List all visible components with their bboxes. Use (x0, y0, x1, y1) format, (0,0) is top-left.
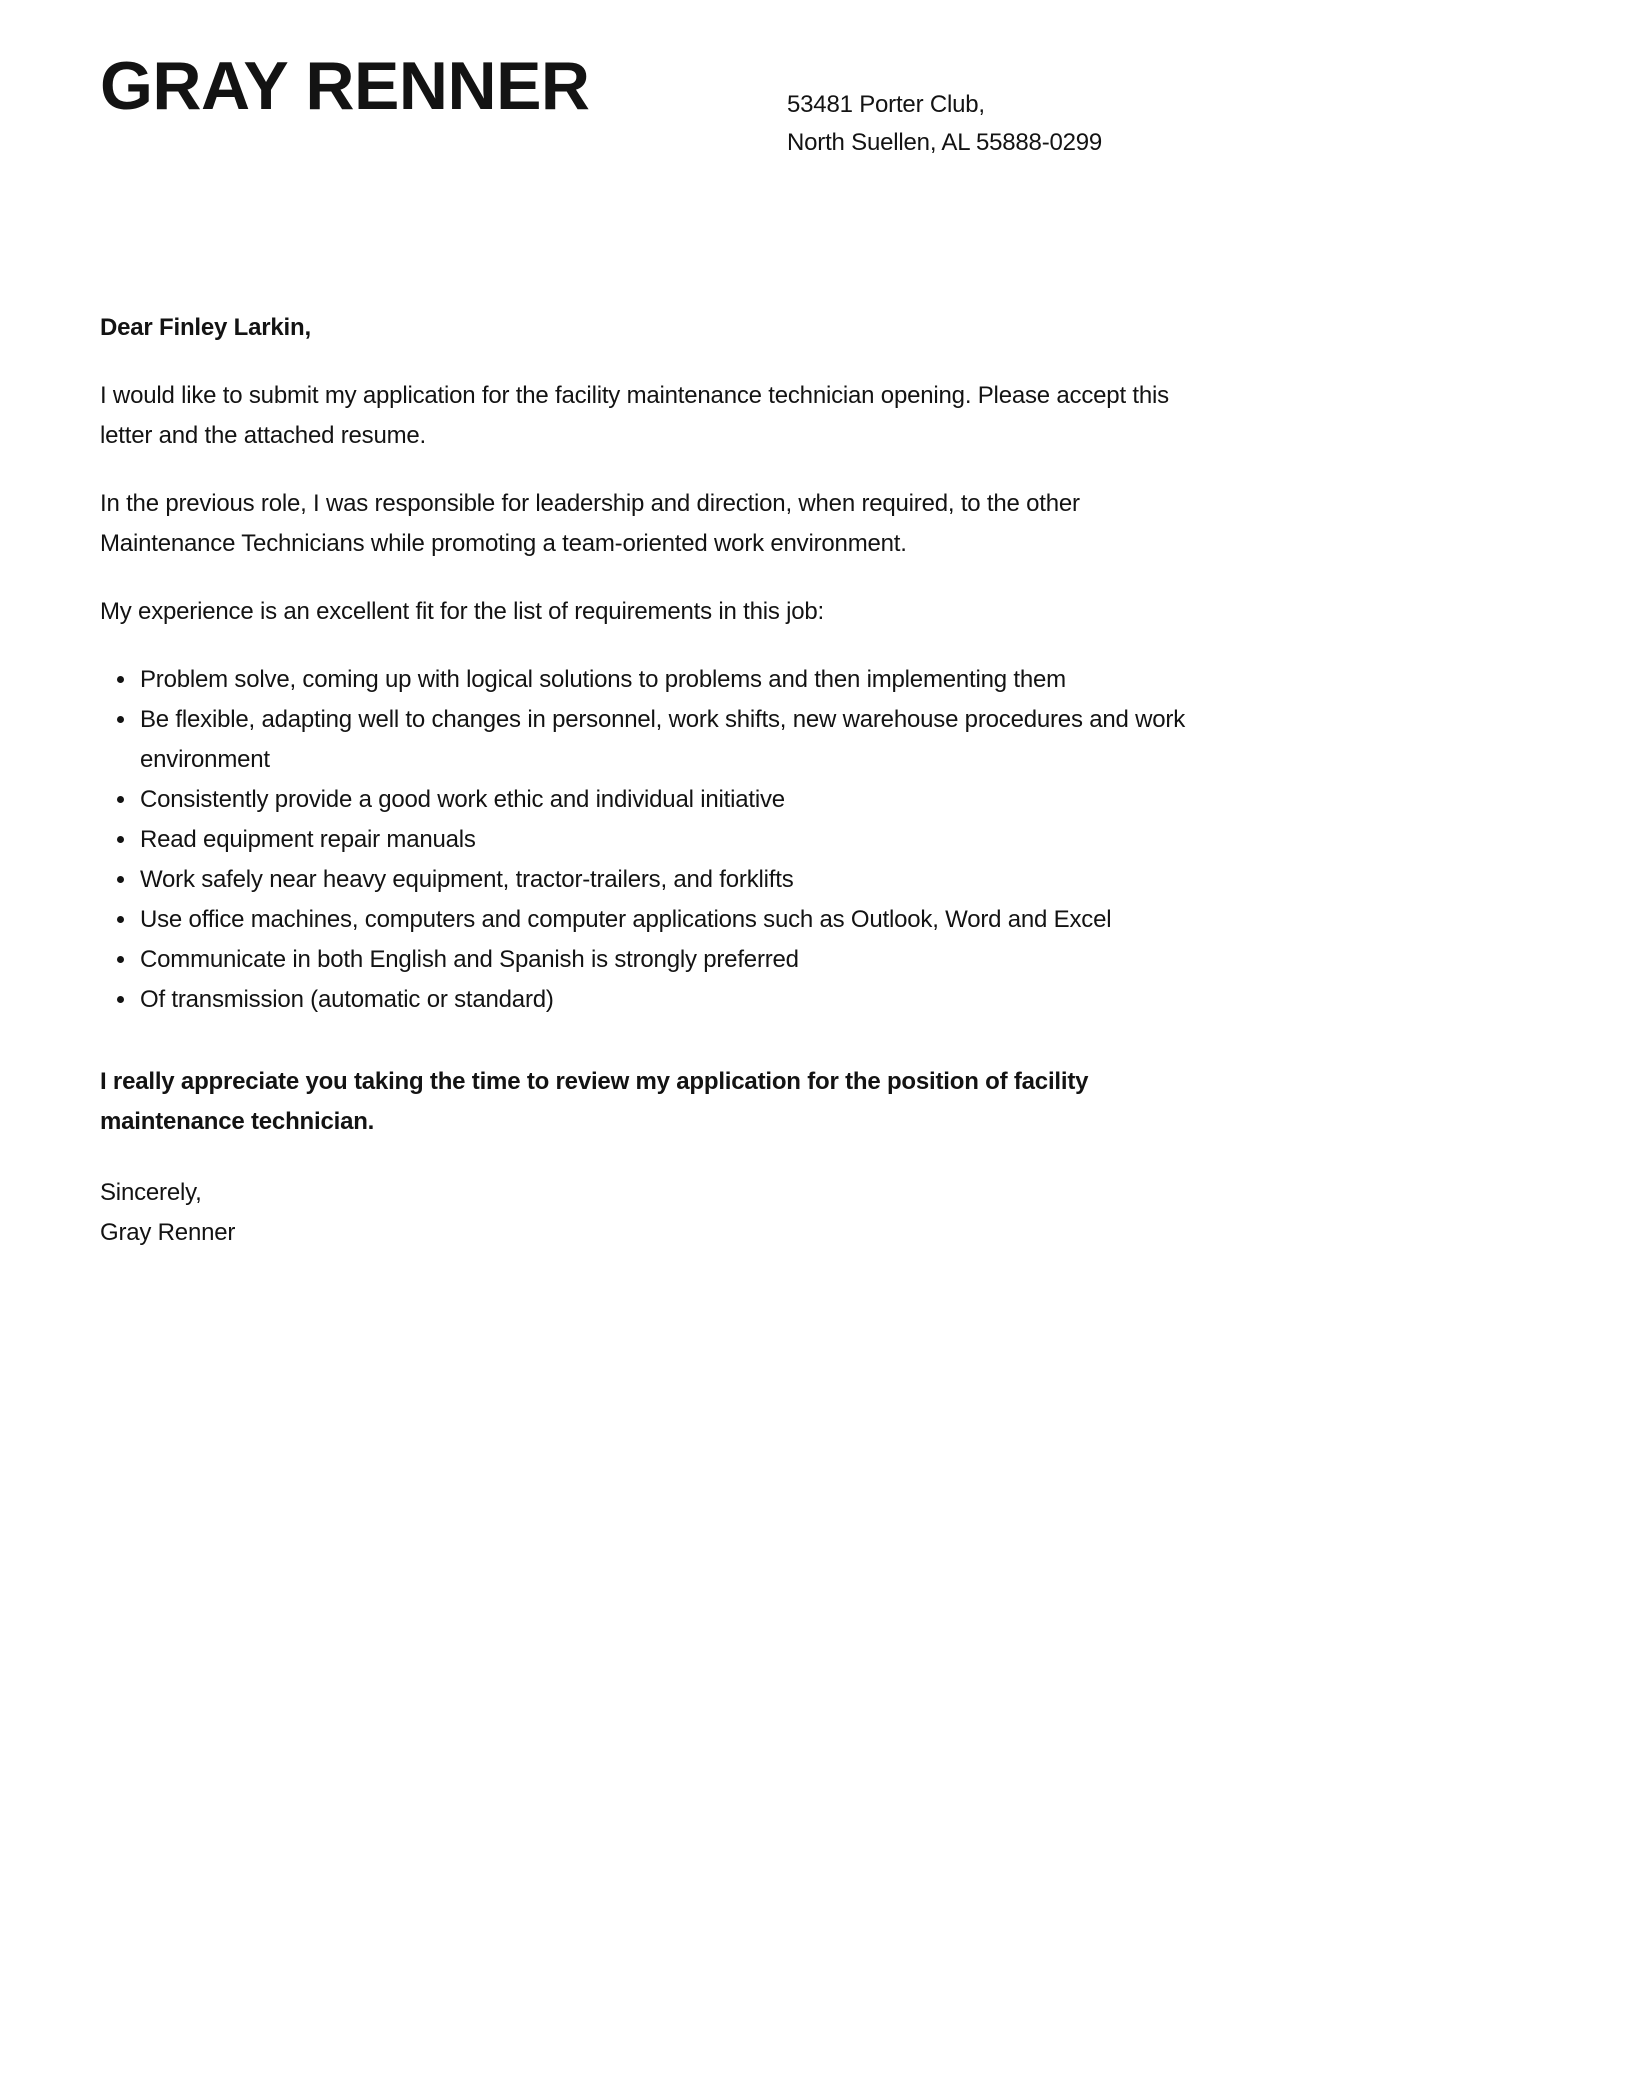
requirement-item: • Work safely near heavy equipment, tractor-trailers, and forklifts (138, 860, 1185, 900)
salutation: Dear Finley Larkin, (100, 314, 311, 341)
requirement-item: • Problem solve, coming up with logical solutions to problems and then implementing them (138, 660, 1185, 700)
requirement-item: • Be flexible, adapting well to changes in personnel, work shifts, new warehouse procedures and work environment (138, 700, 1185, 780)
address-line-1: 53481 Porter Club, (787, 91, 985, 118)
letter-body (100, 308, 1185, 1253)
signature-block (100, 1173, 1185, 1253)
paragraph-experience-lead-in: My experience is an excellent fit for the list of requirements in this job: (100, 598, 825, 625)
signature-name: Gray Renner (100, 1219, 236, 1246)
closing-paragraph: I really appreciate you taking the time to review my application for the position of facility maintenance technician. (100, 1068, 1089, 1135)
paragraph-previous-role: In the previous role, I was responsible for leadership and direction, when required, to the other Maintenance Technicians while promoting a team-oriented work environment. (100, 490, 1080, 557)
requirement-item: • Consistently provide a good work ethic and individual initiative (138, 780, 1185, 820)
requirement-item: • Of transmission (automatic or standard) (138, 980, 1185, 1020)
address-line-2: North Suellen, AL 55888-0299 (787, 129, 1103, 156)
letter-header (100, 0, 1532, 308)
applicant-name: GRAY RENNER (100, 48, 590, 124)
requirement-item: • Communicate in both English and Spanish is strongly preferred (138, 940, 1185, 980)
applicant-address (787, 86, 1102, 162)
requirement-item: • Use office machines, computers and computer applications such as Outlook, Word and Excel (138, 900, 1185, 940)
requirements-list (100, 660, 1185, 1020)
signoff: Sincerely, (100, 1179, 202, 1206)
paragraph-introduction: I would like to submit my application for the facility maintenance technician opening. Please accept this letter and the attached resume. (100, 382, 1169, 449)
requirement-item: • Read equipment repair manuals (138, 820, 1185, 860)
